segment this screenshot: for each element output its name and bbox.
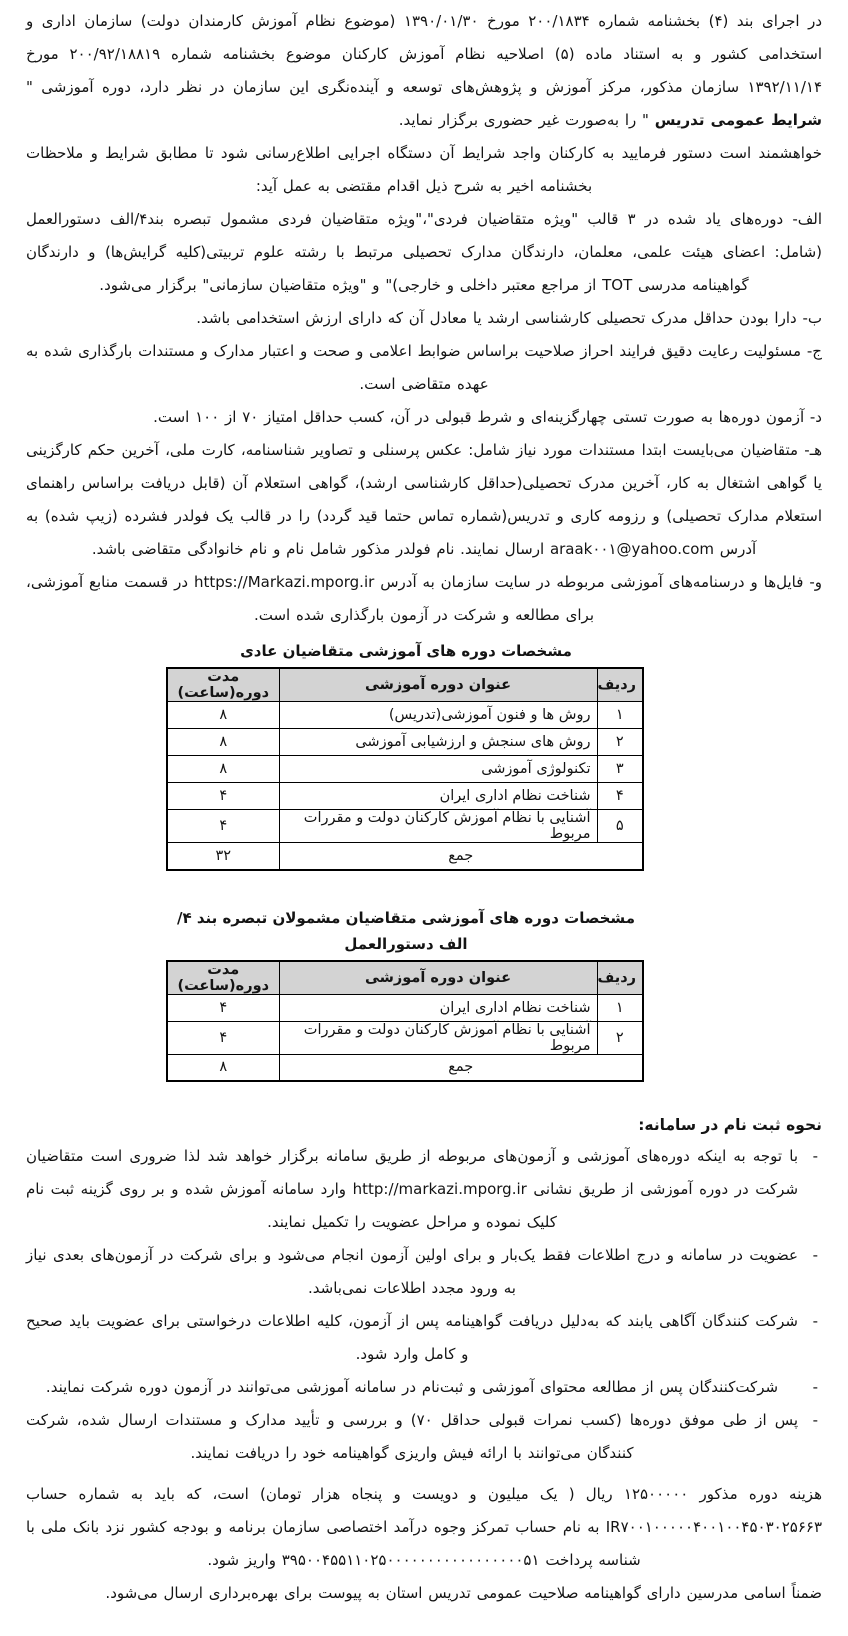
table-row	[167, 729, 643, 756]
item-alef: الف- دوره‌های یاد شده در ۳ قالب "ویژه متقاضیان فردی"،"ویژه متقاضیان فردی مشمول تبصره بند۴/الف دستورالعمل (شامل: اعضای هیئت علمی، معلمان، دارندگان مدارک تحصیلی مرتبط با رشته علوم تربیتی(کلیه گرایش‌ها) و دارندگان گواهینامه مدرسی TOT از مراجع معتبر داخلی و خارجی)" و "ویژه متقاضیان سازمانی" برگزار می‌شود.	[26, 210, 822, 294]
total-label: جمع	[279, 843, 643, 870]
course-title: آشنایی با نظام آموزش کارکنان دولت و مقررات مربوط	[279, 1021, 597, 1054]
col-header-course-title: عنوان دوره آموزشی	[279, 961, 597, 995]
intro-text-after: " را به‌صورت غیر حضوری برگزار نماید.	[398, 111, 655, 129]
registration-bullet-1	[26, 1140, 822, 1239]
course-title: شناخت نظام اداری ایران	[279, 783, 597, 810]
registration-bullet-2	[26, 1239, 822, 1305]
registration-bullet-3	[26, 1305, 822, 1371]
table-row	[167, 783, 643, 810]
table-row	[167, 1021, 643, 1054]
course-hours: ۸	[167, 756, 279, 783]
course-title: تکنولوژی آموزشی	[279, 756, 597, 783]
course-name-emphasis: شرایط عمومی تدریس	[654, 111, 822, 129]
bullet-dash-marker: -	[812, 1246, 818, 1264]
table-row	[167, 994, 643, 1021]
row-number: ۳	[597, 756, 643, 783]
course-title: روش ها و فنون آموزشی(تدریس)	[279, 702, 597, 729]
spacer	[26, 1470, 822, 1478]
course-hours: ۴	[167, 994, 279, 1021]
total-hours: ۸	[167, 1054, 279, 1081]
closing-paragraph: ضمناً اسامی مدرسین دارای گواهینامه صلاحیت عمومی تدریس استان به پیوست برای بهره‌برداری ارسال می‌شود.	[105, 1584, 822, 1602]
bullet-dash-marker: -	[812, 1312, 818, 1330]
course-hours: ۸	[167, 702, 279, 729]
total-hours: ۳۲	[167, 843, 279, 870]
table-total-row	[167, 843, 643, 870]
course-hours: ۸	[167, 729, 279, 756]
table-header-row	[167, 668, 643, 702]
intro-paragraph	[26, 5, 822, 137]
bullet-text: عضویت در سامانه و درج اطلاعات فقط یک‌بار و برای اولین آزمون انجام می‌شود و برای شرکت در آزمون‌های بعدی نیاز به ورود مجدد اطلاعات نمی‌باشد.	[26, 1246, 798, 1297]
course-hours: ۴	[167, 810, 279, 843]
row-number: ۱	[597, 702, 643, 729]
total-label: جمع	[279, 1054, 643, 1081]
row-number: ۱	[597, 994, 643, 1021]
item-he: هـ- متقاضیان می‌بایست ابتدا مستندات مورد نیاز شامل: عکس پرسنلی و تصاویر شناسنامه، کارت ملی، آخرین حکم کارگزینی یا گواهی اشتغال به کار، آخرین مدرک تحصیلی(حداقل کارشناسی ارشد)، گواهی استعلام آن (قابل دریافت براساس راهنمای استعلام مدارک تحصیلی) و رزومه کاری و تدریس(شماره تماس حتما قید گردد) را در قالب یک فولدر فشرده (زیپ شده) به آدرس araak۰۰۱@yahoo.com ارسال نمایند. نام فولدر مذکور شامل نام و نام خانوادگی متقاضی باشد.	[26, 441, 822, 558]
bullet-text: پس از طی موفق دوره‌ها (کسب نمرات قبولی حداقل ۷۰) و بررسی و تأیید مدارک و مستندات ارسال شده، شرکت کنندگان می‌توانند با ارائه فیش واریزی گواهینامه خود را دریافت نمایند.	[26, 1411, 798, 1462]
regular-courses-table-title: مشخصات دوره های آموزشی متقاضیان عادی	[240, 642, 572, 660]
bullet-dash-marker: -	[812, 1147, 818, 1165]
bullet-dash-marker: -	[812, 1378, 818, 1396]
bullet-dash-marker: -	[812, 1411, 818, 1429]
intro-text-before: در اجرای بند (۴) بخشنامه شماره ۲۰۰/۱۸۳۴ مورخ ۱۳۹۰/۰۱/۳۰ (موضوع نظام آموزش کارمندان دولت) سازمان اداری و استخدامی کشور و به استناد ماده (۵) اصلاحیه نظام آموزش کارکنان موضوع بخشنامه شماره ۲۰۰/۹۲/۱۸۸۱۹ مورخ ۱۳۹۲/۱۱/۱۴ سازمان مذکور، مرکز آموزش و پژوهش‌های توسعه و آینده‌نگری این سازمان در نظر دارد، دوره آموزشی "	[26, 12, 823, 96]
item-vav: و- فایل‌ها و درسنامه‌های آموزشی مربوطه در سایت سازمان به آدرس https://Markazi.mporg.ir در قسمت منابع آموزشی، برای مطالعه و شرکت در آزمون بارگذاری شده است.	[26, 573, 822, 624]
regular-courses-section	[168, 638, 644, 871]
col-header-duration: مدت دوره(ساعت)	[167, 961, 279, 995]
item-dal: د- آزمون دوره‌ها به صورت تستی چهارگزینه‌ای و شرط قبولی در آن، کسب حداقل امتیاز ۷۰ از ۱۰۰ است.	[153, 408, 822, 426]
registration-heading: نحوه ثبت نام در سامانه:	[638, 1116, 822, 1134]
spacer	[26, 871, 822, 899]
regular-courses-table	[166, 667, 644, 871]
course-title: شناخت نظام اداری ایران	[279, 994, 597, 1021]
row-number: ۴	[597, 783, 643, 810]
col-header-course-title: عنوان دوره آموزشی	[279, 668, 597, 702]
payment-paragraph: هزینه دوره مذکور ۱۲۵۰۰۰۰۰ ریال ( یک میلیون و دویست و پنجاه هزار تومان) است، که باید به شماره حساب IR۷۰۰۱۰۰۰۰۰۴۰۰۱۰۰۴۵۰۳۰۲۵۶۶۳ به نام حساب تمرکز وجوه درآمد اختصاصی سازمان برنامه و بودجه کشور نزد بانک ملی با شناسه پرداخت ۳۹۵۰۰۴۵۵۱۱۰۲۵۰۰۰۰۰۰۰۰۰۰۰۰۰۰۰۰۰۵۱ واریز شود.	[26, 1485, 822, 1569]
table-row	[167, 756, 643, 783]
registration-bullet-4	[26, 1371, 822, 1404]
col-header-row-number: ردیف	[597, 961, 643, 995]
item-jim: ج- مسئولیت رعایت دقیق فرایند احراز صلاحیت براساس ضوابط اعلامی و صحت و اعتبار مدارک و مستندات بارگذاری شده به عهده متقاضی است.	[26, 342, 822, 393]
table-header-row	[167, 961, 643, 995]
course-title: آشنایی با نظام آموزش کارکنان دولت و مقررات مربوط	[279, 810, 597, 843]
row-number: ۵	[597, 810, 643, 843]
clause-courses-section	[168, 905, 644, 1083]
row-number: ۲	[597, 729, 643, 756]
row-number: ۲	[597, 1021, 643, 1054]
clause-courses-table-title: مشخصات دوره های آموزشی متقاضیان مشمولان تبصره بند ۴/الف دستورالعمل	[177, 908, 635, 953]
clause-courses-table	[166, 960, 644, 1083]
col-header-row-number: ردیف	[597, 668, 643, 702]
bullet-text: شرکت کنندگان آگاهی یابند که به‌دلیل دریافت گواهینامه پس از آزمون، کلیه اطلاعات درخواستی برای عضویت باید صحیح و کامل وارد شود.	[26, 1312, 798, 1363]
table-row	[167, 702, 643, 729]
request-paragraph: خواهشمند است دستور فرمایید به کارکنان واجد شرایط آن دستگاه اجرایی اطلاع‌رسانی شود تا مطابق شرایط و ملاحظات بخشنامه اخیر به شرح ذیل اقدام مقتضی به عمل آید:	[26, 144, 822, 195]
table-row	[167, 810, 643, 843]
course-hours: ۴	[167, 1021, 279, 1054]
table-total-row	[167, 1054, 643, 1081]
bullet-text: شرکت‌کنندگان پس از مطالعه محتوای آموزشی و ثبت‌نام در سامانه آموزشی می‌توانند در آزمون دوره شرکت نمایند.	[45, 1378, 779, 1396]
registration-bullet-5	[26, 1404, 822, 1470]
course-title: روش های سنجش و ارزشیابی آموزشی	[279, 729, 597, 756]
col-header-duration: مدت دوره(ساعت)	[167, 668, 279, 702]
bullet-text: با توجه به اینکه دوره‌های آموزشی و آزمون‌های مربوطه از طریق سامانه برگزار خواهد شد لذا ضروری است متقاضیان شرکت در دوره آموزشی از طریق نشانی http://markazi.mporg.ir وارد سامانه آموزش شده و بر روی گزینه ثبت نام کلیک نموده و مراحل عضویت را تکمیل نمایند.	[26, 1147, 799, 1231]
item-be: ب- دارا بودن حداقل مدرک تحصیلی کارشناسی ارشد یا معادل آن که دارای ارزش استخدامی باشد.	[196, 309, 822, 327]
spacer	[26, 1082, 822, 1110]
course-hours: ۴	[167, 783, 279, 810]
